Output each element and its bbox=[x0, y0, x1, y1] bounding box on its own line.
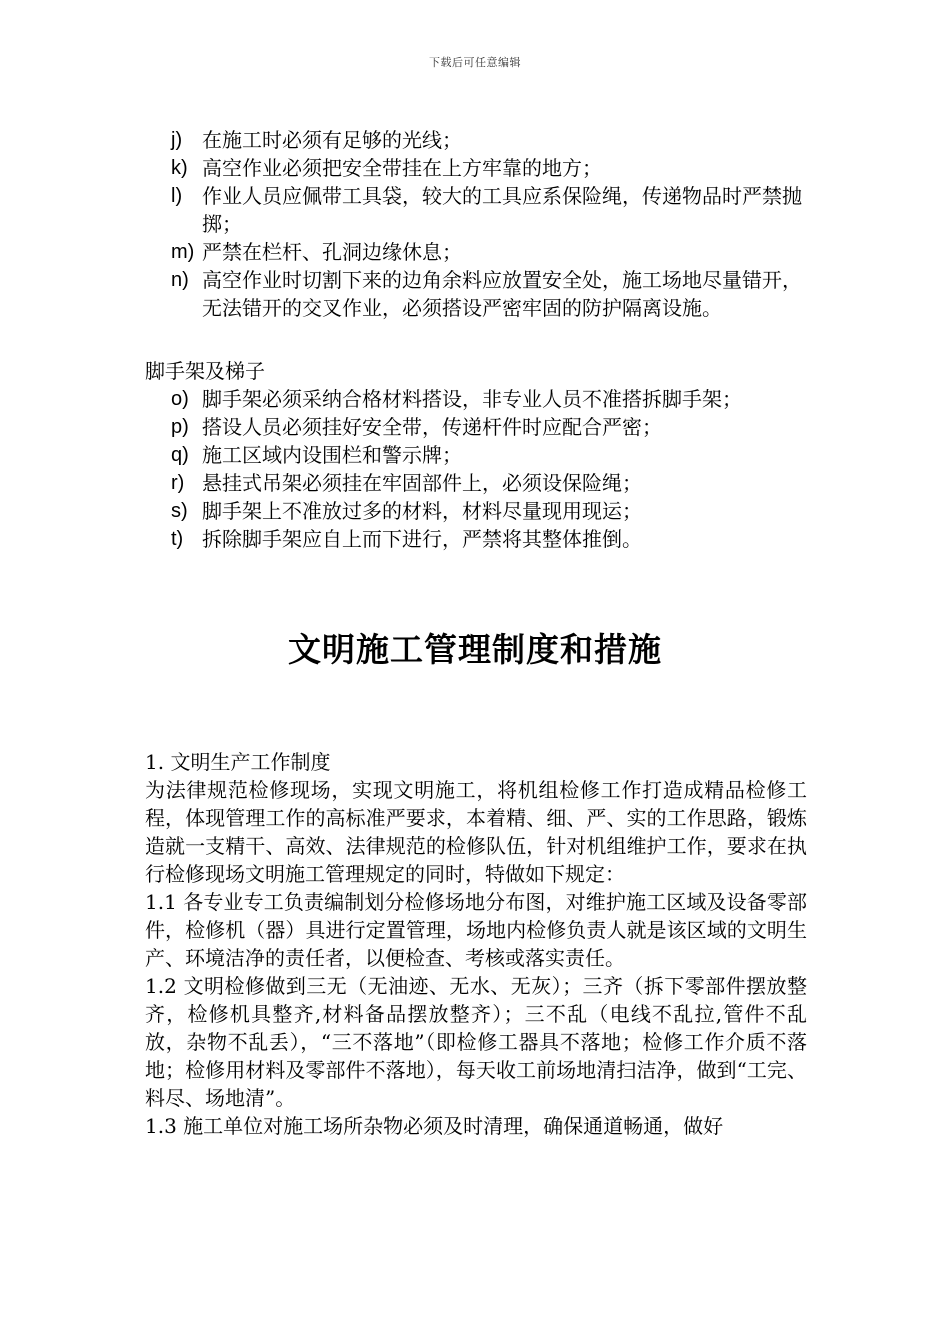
safety-list-scaffold bbox=[145, 385, 810, 553]
list-item bbox=[145, 266, 810, 322]
list-item-marker: t) bbox=[171, 528, 184, 550]
body-heading: 1. 文明生产工作制度 bbox=[145, 750, 331, 774]
list-item-text: 作业人员应佩带工具袋，较大的工具应系保险绳，传递物品时严禁抛掷； bbox=[202, 184, 802, 236]
body-paragraph: 为法律规范检修现场，实现文明施工，将机组检修工作打造成精品检修工程，体现管理工作的高标准严要求，本着精、细、严、实的工作思路，锻炼造就一支精干、高效、法律规范的检修队伍，针对机组维护工作，要求在执行检修现场文明施工管理规定的同时，特做如下规定： bbox=[145, 778, 807, 886]
list-item-text: 拆除脚手架应自上而下进行，严禁将其整体推倒。 bbox=[202, 527, 642, 551]
list-item-text: 高空作业必须把安全带挂在上方牢靠的地方； bbox=[202, 156, 602, 180]
list-item bbox=[145, 525, 810, 553]
list-item bbox=[145, 413, 810, 441]
body-paragraph: 1.3 施工单位对施工场所杂物必须及时清理，确保通道畅通，做好 bbox=[145, 1114, 724, 1138]
list-item-marker: n) bbox=[171, 269, 189, 291]
list-item-marker: q) bbox=[171, 444, 189, 466]
body-paragraph: 1.2 文明检修做到三无（无油迹、无水、无灰）；三齐（拆下零部件摆放整齐，检修机具整齐,材料备品摆放整齐）；三不乱（电线不乱拉,管件不乱放，杂物不乱丢），“三不落地”（即检修工器具不落地；检修工作介质不落地；检修用材料及零部件不落地），每天收工前场地清扫洁净，做到“工完、料尽、场地清”。 bbox=[145, 974, 807, 1110]
list-item-text: 悬挂式吊架必须挂在牢固部件上，必须设保险绳； bbox=[202, 471, 642, 495]
list-item-marker: s) bbox=[171, 500, 188, 522]
list-item bbox=[145, 497, 810, 525]
list-item-marker: l) bbox=[171, 185, 183, 207]
section-label-scaffold: 脚手架及梯子 bbox=[145, 359, 265, 383]
list-item-text: 在施工时必须有足够的光线； bbox=[202, 128, 462, 152]
list-item bbox=[145, 182, 810, 238]
list-item-text: 严禁在栏杆、孔洞边缘休息； bbox=[202, 240, 462, 264]
header-note: 下载后可任意编辑 bbox=[429, 56, 521, 69]
body-paragraph: 1.1 各专业专工负责编制划分检修场地分布图，对维护施工区域及设备零部件，检修机（器）具进行定置管理，场地内检修负责人就是该区域的文明生产、环境洁净的责任者，以便检查、考核或落实责任。 bbox=[145, 890, 807, 970]
list-item bbox=[145, 238, 810, 266]
body-section bbox=[145, 748, 807, 1140]
main-title: 文明施工管理制度和措施 bbox=[288, 630, 662, 670]
list-item bbox=[145, 469, 810, 497]
list-item-marker: k) bbox=[171, 157, 188, 179]
list-item-marker: o) bbox=[171, 388, 189, 410]
list-item-text: 脚手架上不准放过多的材料，材料尽量现用现运； bbox=[202, 499, 642, 523]
list-item-marker: p) bbox=[171, 416, 189, 438]
list-item-text: 施工区域内设围栏和警示牌； bbox=[202, 443, 462, 467]
list-item-text: 高空作业时切割下来的边角余料应放置安全处，施工场地尽量错开，无法错开的交叉作业，必须搭设严密牢固的防护隔离设施。 bbox=[202, 268, 802, 320]
safety-list-high-altitude bbox=[145, 126, 810, 322]
list-item-marker: m) bbox=[171, 241, 195, 263]
list-item-text: 脚手架必须采纳合格材料搭设，非专业人员不准搭拆脚手架； bbox=[202, 387, 742, 411]
list-item bbox=[145, 441, 810, 469]
list-item bbox=[145, 154, 810, 182]
list-item-marker: j) bbox=[171, 129, 183, 151]
list-item bbox=[145, 385, 810, 413]
list-item bbox=[145, 126, 810, 154]
list-item-marker: r) bbox=[171, 472, 185, 494]
list-item-text: 搭设人员必须挂好安全带，传递杆件时应配合严密； bbox=[202, 415, 662, 439]
